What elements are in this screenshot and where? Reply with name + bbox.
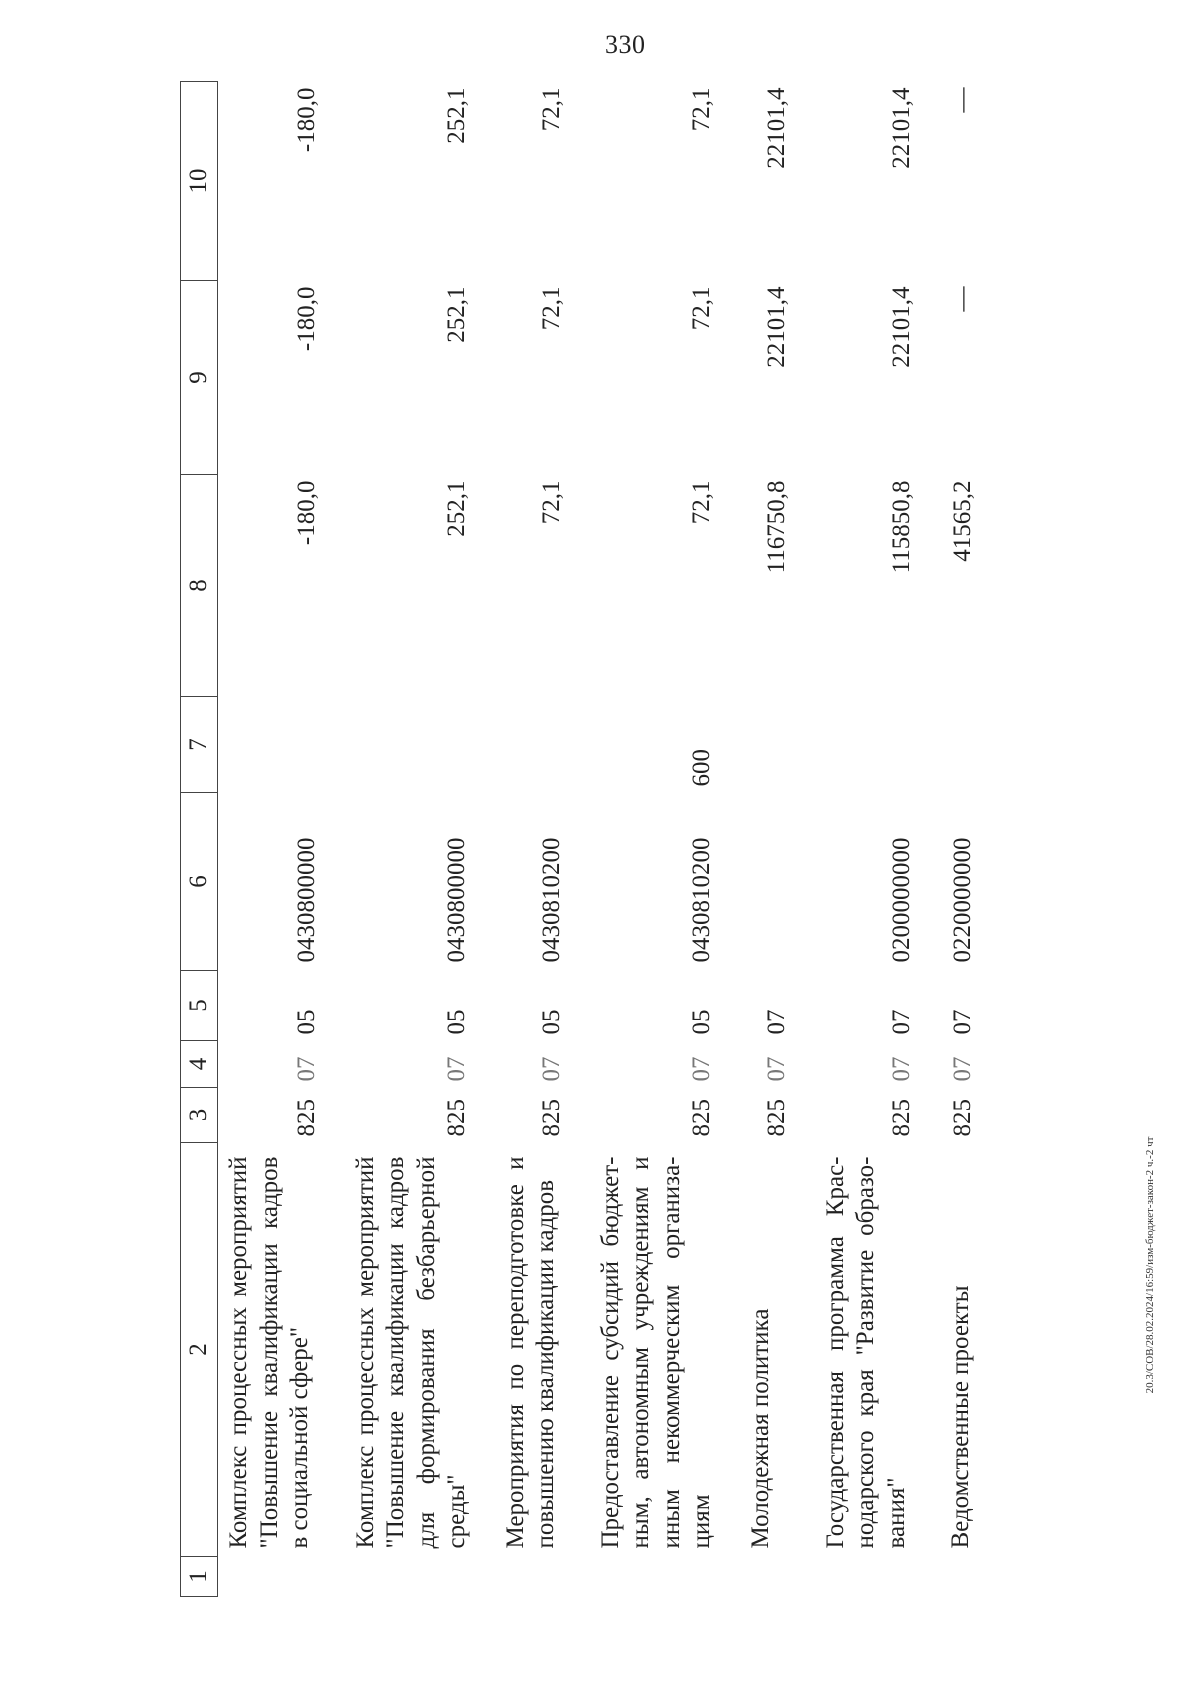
cell-amount-col10: 22101,4 [888, 87, 915, 169]
cell-ministry-code: 825 [538, 1099, 565, 1137]
cell-target-article: 0200000000 [888, 837, 915, 963]
row-col-1 [815, 1557, 940, 1597]
header-col-3: 3 [181, 1088, 218, 1143]
cell-amount-col8: 115850,8 [888, 480, 915, 574]
cell-amount-col9: 72,1 [688, 286, 715, 331]
cell-target-article: 0430800000 [293, 837, 320, 963]
cell-section: 07 [948, 1056, 976, 1082]
row-col-1 [940, 1557, 1001, 1597]
cell-expense-type [815, 697, 940, 793]
cell-amount-col8: 252,1 [443, 480, 470, 537]
cell-expense-type [218, 697, 345, 793]
cell-amount-col8: 72,1 [688, 480, 715, 525]
cell-amount-col10: 72,1 [538, 87, 565, 132]
cell-section: 07 [538, 1056, 565, 1082]
header-col-6: 6 [181, 793, 218, 971]
cell-amount-col10: -180,0 [293, 87, 320, 153]
cell-expense-type: 600 [688, 749, 715, 787]
cell-amount-col9: 252,1 [443, 286, 470, 343]
row-description: Мероприятия по переподготовке и повышению квалификации кадров [501, 1156, 559, 1549]
row-col-1 [740, 1557, 815, 1597]
row-description: Комплекс процессных мероприятий "Повышение квалификации кадров для формирования безбарьерной среды" [351, 1156, 470, 1549]
row-description: Предоставление субсидий бюджетным, автономным учреждениям и иным некоммерческим организациям [596, 1156, 715, 1549]
cell-section: 07 [293, 1056, 320, 1082]
cell-target-article [740, 793, 815, 971]
table-row [590, 82, 740, 1597]
row-description: Комплекс процессных мероприятий "Повышение квалификации кадров в социальной сфере" [225, 1156, 313, 1549]
cell-target-article: 0430800000 [443, 837, 470, 963]
header-col-1: 1 [181, 1557, 218, 1597]
table-row [940, 82, 1001, 1597]
cell-expense-type [345, 697, 495, 793]
cell-section: 07 [888, 1056, 915, 1082]
cell-amount-col8: 116750,8 [763, 480, 790, 574]
cell-amount-col10: 252,1 [443, 87, 470, 144]
cell-amount-col10: 72,1 [688, 87, 715, 132]
table-row [740, 82, 815, 1597]
row-col-1 [590, 1557, 740, 1597]
cell-subsection: 05 [293, 1009, 320, 1035]
cell-ministry-code: 825 [688, 1099, 715, 1137]
table-row [345, 82, 495, 1597]
page-number: 330 [605, 30, 646, 59]
header-col-9: 9 [181, 281, 218, 475]
cell-subsection: 07 [888, 1009, 915, 1035]
cell-section: 07 [688, 1056, 715, 1082]
row-col-1 [345, 1557, 495, 1597]
cell-ministry-code: 825 [293, 1099, 320, 1137]
header-row [181, 82, 218, 1597]
cell-amount-col9: — [948, 286, 976, 312]
cell-target-article: 0220000000 [948, 837, 976, 963]
cell-amount-col10: 22101,4 [763, 87, 790, 169]
budget-table-rotated [180, 82, 1135, 1597]
row-description: Молодежная политика [746, 1308, 774, 1549]
cell-expense-type [740, 697, 815, 793]
cell-ministry-code: 825 [763, 1099, 790, 1137]
cell-amount-col8: 72,1 [538, 480, 565, 525]
header-col-8: 8 [181, 475, 218, 697]
document-footer-code: 20.3/СОВ/28.02.2024/16:59/изм-бюджет-закон-2 ч.-2 чт [1144, 1136, 1156, 1394]
cell-amount-col9: -180,0 [293, 286, 320, 352]
cell-amount-col9: 72,1 [538, 286, 565, 331]
cell-amount-col8: -180,0 [293, 480, 320, 546]
cell-subsection: 05 [538, 1009, 565, 1035]
header-col-5: 5 [181, 971, 218, 1041]
cell-amount-col10: — [948, 87, 976, 113]
cell-subsection: 07 [763, 1009, 790, 1035]
header-col-4: 4 [181, 1041, 218, 1088]
cell-ministry-code: 825 [948, 1099, 976, 1137]
cell-ministry-code: 825 [443, 1099, 470, 1137]
cell-section: 07 [763, 1056, 790, 1082]
cell-subsection: 05 [443, 1009, 470, 1035]
row-col-1 [495, 1557, 590, 1597]
cell-section: 07 [443, 1056, 470, 1082]
cell-amount-col9: 22101,4 [888, 286, 915, 368]
header-col-10: 10 [181, 82, 218, 281]
cell-subsection: 05 [688, 1009, 715, 1035]
row-description: Ведомственные проекты [946, 1285, 974, 1549]
row-col-1 [218, 1557, 345, 1597]
row-description: Государственная программа Краснодарского края "Развитие образования" [821, 1156, 910, 1549]
header-col-7: 7 [181, 697, 218, 793]
cell-target-article: 0430810200 [688, 837, 715, 963]
cell-expense-type [940, 697, 1001, 793]
cell-target-article: 0430810200 [538, 837, 565, 963]
cell-ministry-code: 825 [888, 1099, 915, 1137]
table-row [495, 82, 590, 1597]
cell-expense-type [495, 697, 590, 793]
header-col-2: 2 [181, 1143, 218, 1557]
table-row [815, 82, 940, 1597]
budget-table-frame [180, 82, 1135, 1597]
budget-table [180, 81, 1000, 1597]
table-row [218, 82, 345, 1597]
cell-subsection: 07 [948, 1009, 976, 1035]
cell-amount-col8: 41565,2 [948, 480, 976, 562]
cell-amount-col9: 22101,4 [763, 286, 790, 368]
